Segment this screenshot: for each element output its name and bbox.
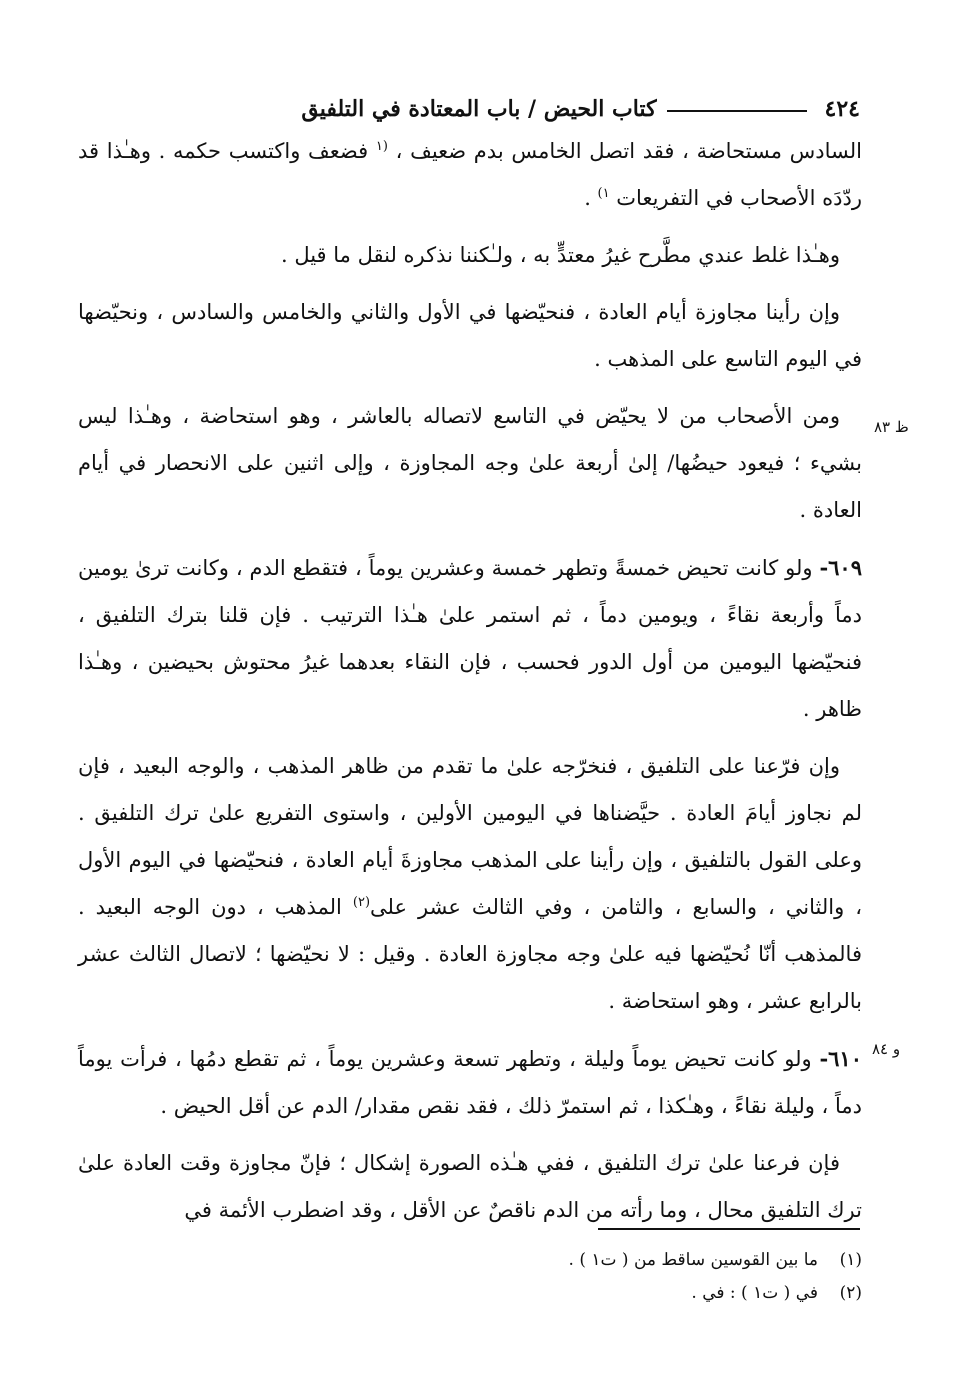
text-run: . — [584, 186, 598, 210]
paragraph-3: وإن رأينا مجاوزة أيام العادة ، فنحيّضها في الأول والثاني والخامس والسادس ، ونحيّضها في اليوم التاسع على المذهب . — [78, 300, 862, 371]
text-run: ولو كانت تحيض يوماً وليلة ، وتطهر تسعة وعشرين يوماً ، ثم تقطع دمُها ، فرأت يوماً دماً ، وليلة نقاءً ، وهـٰكذا ، ثم استمرّ ذلك ، فقد نقص مقدار/ الدم عن أقل الحيض . — [78, 1047, 862, 1118]
footnote-number: (٢) — [839, 1283, 862, 1303]
footnote-number: (١) — [839, 1250, 862, 1270]
page-number: ٤٢٤ — [824, 96, 860, 122]
footnote-text: في ( ت١ ) : في . — [691, 1283, 818, 1303]
footnote-separator — [598, 1228, 860, 1230]
paragraph-610 — [78, 1035, 862, 1130]
text-run: وإن فرّعنا على التلفيق ، فنخرّجه علىٰ ما تقدم من ظاهر المذهب ، والوجه البعيد ، فإن لم نجاوز أيامَ العادة . حيَّضناها في اليومين الأولين ، واستوى التفريع علىٰ ترك التلفيق . وعلى القول بالتلفيق ، وإن رأينا على المذهب مجاوزةَ أيام العادة ، فنحيّضها في اليوم الأول ، والثاني ، والسابع ، والثامن ، وفي الثالث عشر على — [78, 754, 862, 919]
text-run: ولو كانت تحيض خمسةً وتطهر خمسة وعشرين يوماً ، فتقطع الدم ، وكانت ترىٰ يومين دماً وأربعة نقاءً ، ويومين دماً ، ثم استمر علىٰ هـٰذا الترتيب . فإن قلنا بترك التلفيق ، فنحيّضها اليومين من أول الدور فحسب ، فإن النقاء بعدهما غيرُ محتوش بحيضين ، وهـٰذا ظاهر . — [78, 556, 862, 721]
footnote-ref-2: (٢) — [352, 895, 371, 910]
paragraph-609 — [78, 544, 862, 733]
paragraph-4: ومن الأصحاب من لا يحيّض في التاسع لاتصاله بالعاشر ، وهو استحاضة ، وهـٰذا ليس بشيء ؛ فيعود حيضُها/ إلىٰ أربعة علىٰ وجه المجاوزة ، وإلى اثنين على الانحصار في أيام العادة . — [78, 404, 862, 522]
header-title: كتاب الحيض / باب المعتادة في التلفيق — [301, 96, 657, 122]
main-text — [78, 128, 862, 1244]
running-header — [80, 78, 860, 122]
text-run: السادس مستحاضة ، فقد اتصل الخامس بدم ضعيف ، — [387, 139, 862, 163]
paragraph-2: وهـٰذا غلط عندي مطَّرح غيرُ معتدٍّ به ، ولـٰكننا نذكره لنقل ما قيل . — [280, 243, 840, 267]
footnote-ref-1-open: (١ — [375, 139, 388, 154]
footnote-2 — [78, 1277, 862, 1310]
margin-note-folio: ظ ٨٣ — [874, 418, 909, 436]
footnote-1 — [78, 1244, 862, 1277]
margin-note-folio: و ٨٤ — [872, 1040, 901, 1058]
footnote-ref-1-close: ١) — [597, 186, 610, 201]
paragraph-1 — [78, 128, 862, 222]
text-run: فضعف واكتسب حكمه . وهـٰذا قد ردّدَه الأصحاب في التفريعات — [78, 139, 862, 210]
header-rule — [667, 110, 807, 112]
paragraph-8: فإن فرعنا علىٰ ترك التلفيق ، ففي هـٰذه الصورة إشكال ؛ فإنّ مجاوزة وقت العادة علىٰ ترك التلفيق محال ، وما رأته من الدم ناقصٌ عن الأقل ، وقد اضطرب الأئمة في — [78, 1151, 862, 1222]
paragraph-6 — [78, 743, 862, 1025]
footnotes — [78, 1244, 862, 1310]
footnote-text: ما بين القوسين ساقط من ( ت١ ) . — [568, 1250, 818, 1270]
paragraph-number: ٦١٠- — [819, 1046, 862, 1071]
text-run: المذهب ، دون الوجه البعيد . فالمذهب أنّا نُحيّضها فيه علىٰ وجه مجاوزة العادة . وقيل : لا نحيّضها ؛ لاتصال الثالث عشر بالرابع عشر ، وهو استحاضة . — [78, 895, 862, 1013]
paragraph-number: ٦٠٩- — [819, 555, 862, 580]
